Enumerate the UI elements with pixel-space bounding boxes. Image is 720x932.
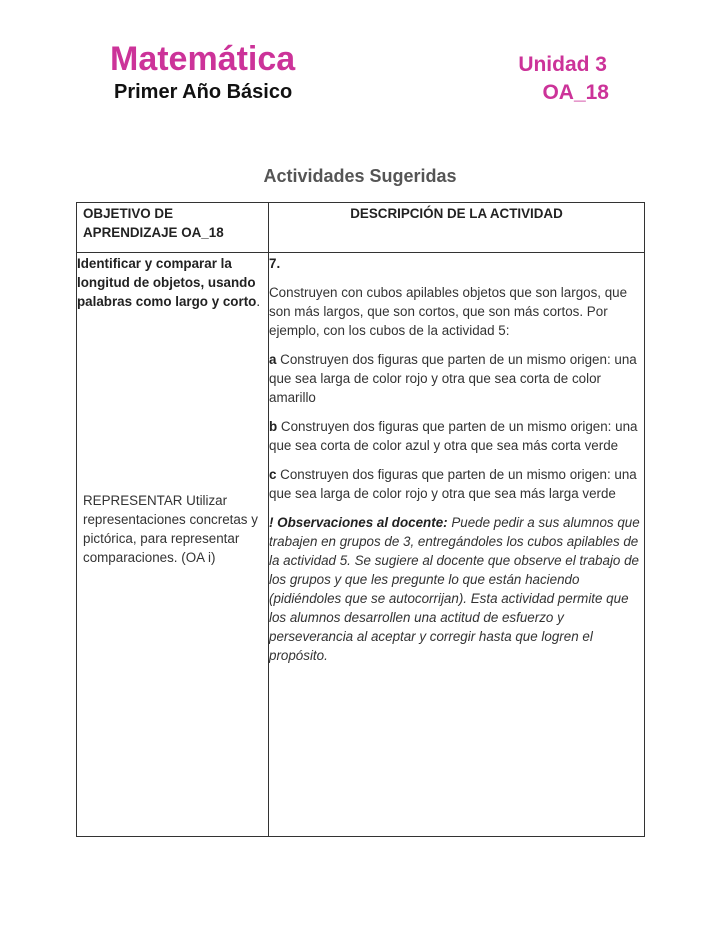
objective-statement: Identificar y comparar la longitud de objetos, usando palabras como largo y corto xyxy=(77,256,257,309)
description-header: DESCRIPCIÓN DE LA ACTIVIDAD xyxy=(269,203,645,253)
table-body-row xyxy=(77,253,645,837)
subject-title: Matemática xyxy=(110,40,296,78)
item-text: Construyen dos figuras que parten de un mismo origen: una que sea larga de color rojo y otra que sea más larga verde xyxy=(269,467,637,501)
activity-intro: Construyen con cubos apilables objetos que son largos, que son más largos, que son cortos, que son más cortos. Por ejemplo, con los cubos de la actividad 5: xyxy=(269,285,628,338)
activity-item-a xyxy=(269,350,644,407)
oa-code: OA_18 xyxy=(542,81,609,104)
grade-subtitle: Primer Año Básico xyxy=(114,81,293,103)
activity-table xyxy=(76,202,645,837)
observation-label: ! Observaciones al docente: xyxy=(269,515,448,530)
objective-header: OBJETIVO DE APRENDIZAJE OA_18 xyxy=(77,203,269,253)
objective-period: . xyxy=(256,294,261,309)
activity-item-b xyxy=(269,417,644,455)
item-letter: b xyxy=(269,419,278,434)
item-text: Construyen dos figuras que parten de un mismo origen: una que sea corta de color azul y otra que sea más corta verde xyxy=(269,419,638,453)
activity-number: 7. xyxy=(269,256,281,271)
observation-text: Puede pedir a sus alumnos que trabajen en grupos de 3, entregándoles los cubos apilables de la actividad 5. Se sugiere al docente que observe el trabajo de los grupos y que les pregunte lo que están haciendo (pidiéndoles que se autocorrijan). Esta actividad permite que los alumnos desarrollen una actitud de esfuerzo y perseverancia al aceptar y corregir hasta que logren el propósito. xyxy=(269,515,640,663)
activity-item-c xyxy=(269,465,644,503)
table-header-row xyxy=(77,203,645,253)
skill-text: REPRESENTAR Utilizar representaciones concretas y pictórica, para representar comparaciones. (OA i) xyxy=(83,493,258,565)
description-cell xyxy=(269,253,645,837)
objective-text xyxy=(77,254,268,311)
item-text: Construyen dos figuras que parten de un mismo origen: una que sea larga de color rojo y otra que sea corta de color amarillo xyxy=(269,352,637,405)
unit-label: Unidad 3 xyxy=(518,53,607,76)
item-letter: c xyxy=(269,467,277,482)
item-letter: a xyxy=(269,352,277,367)
teacher-observation xyxy=(269,513,644,665)
objective-cell xyxy=(77,253,269,837)
section-title: Actividades Sugeridas xyxy=(263,166,457,186)
